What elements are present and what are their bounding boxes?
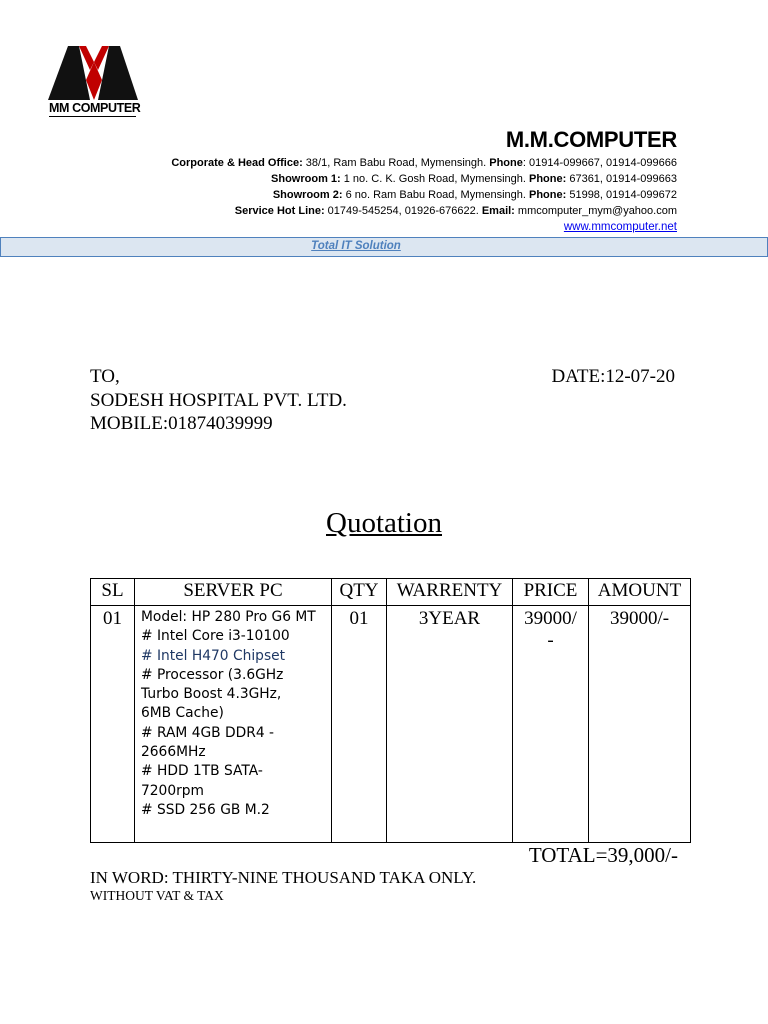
table-header-row [91, 579, 691, 606]
recipient-mobile: MOBILE:01874039999 [90, 413, 273, 434]
document-title: Quotation [326, 507, 442, 539]
cell-amount: 39000/- [589, 606, 691, 843]
cell-spec [135, 606, 332, 843]
cell-price [513, 606, 589, 843]
spec-line: # HDD 1TB SATA- [141, 763, 263, 780]
price-line-2: - [547, 630, 554, 651]
recipient-name: SODESH HOSPITAL PVT. LTD. [90, 390, 347, 411]
logo-text: MM COMPUTER [49, 101, 141, 115]
spec-line: 6MB Cache) [141, 705, 224, 722]
vat-note: WITHOUT VAT & TAX [90, 888, 224, 903]
header-sl: SL [91, 579, 135, 606]
amount-in-words: IN WORD: THIRTY-NINE THOUSAND TAKA ONLY. [90, 868, 477, 887]
to-label: TO, [90, 366, 120, 387]
company-name: M.M.COMPUTER [505, 127, 677, 152]
spec-line: # Processor (3.6GHz [141, 666, 284, 683]
tagline: Total IT Solution [311, 240, 401, 252]
spec-line: 2666MHz [141, 744, 206, 761]
spec-line: # SSD 256 GB M.2 [141, 801, 270, 818]
spec-line: # Intel H470 Chipset [141, 647, 286, 664]
website-link[interactable]: www.mmcomputer.net [563, 221, 677, 233]
header-warranty: WARRENTY [387, 579, 513, 606]
spec-line: # Intel Core i3-10100 [141, 628, 290, 645]
quotation-table [90, 578, 691, 843]
price-line-1: 39000/ [524, 608, 577, 629]
total-amount: TOTAL=39,000/- [528, 843, 678, 867]
address-line-head-office: Corporate & Head Office: 38/1, Ram Babu Road, Mymensingh. Phone: 01914-099667, 01914-099666 [171, 157, 677, 169]
logo-underline [49, 116, 136, 117]
address-line-showroom-1: Showroom 1: 1 no. C. K. Gosh Road, Mymensingh. Phone: 67361, 01914-099663 [271, 173, 677, 185]
table-row [91, 606, 691, 843]
cell-qty: 01 [332, 606, 387, 843]
cell-warranty: 3YEAR [387, 606, 513, 843]
spec-line: Model: HP 280 Pro G6 MT [141, 609, 316, 625]
spec-line: # RAM 4GB DDR4 - [141, 724, 274, 741]
header-amount: AMOUNT [589, 579, 691, 606]
quotation-date: DATE:12-07-20 [551, 366, 675, 387]
spec-line: 7200rpm [141, 782, 204, 799]
header-price: PRICE [513, 579, 589, 606]
address-line-showroom-2: Showroom 2: 6 no. Ram Babu Road, Mymensingh. Phone: 51998, 01914-099672 [272, 189, 677, 201]
address-line-hotline: Service Hot Line: 01749-545254, 01926-676622. Email: mmcomputer_mym@yahoo.com [234, 205, 677, 217]
spec-line: Turbo Boost 4.3GHz, [141, 686, 282, 703]
header-server-pc: SERVER PC [135, 579, 332, 606]
cell-sl: 01 [91, 606, 135, 843]
header-qty: QTY [332, 579, 387, 606]
